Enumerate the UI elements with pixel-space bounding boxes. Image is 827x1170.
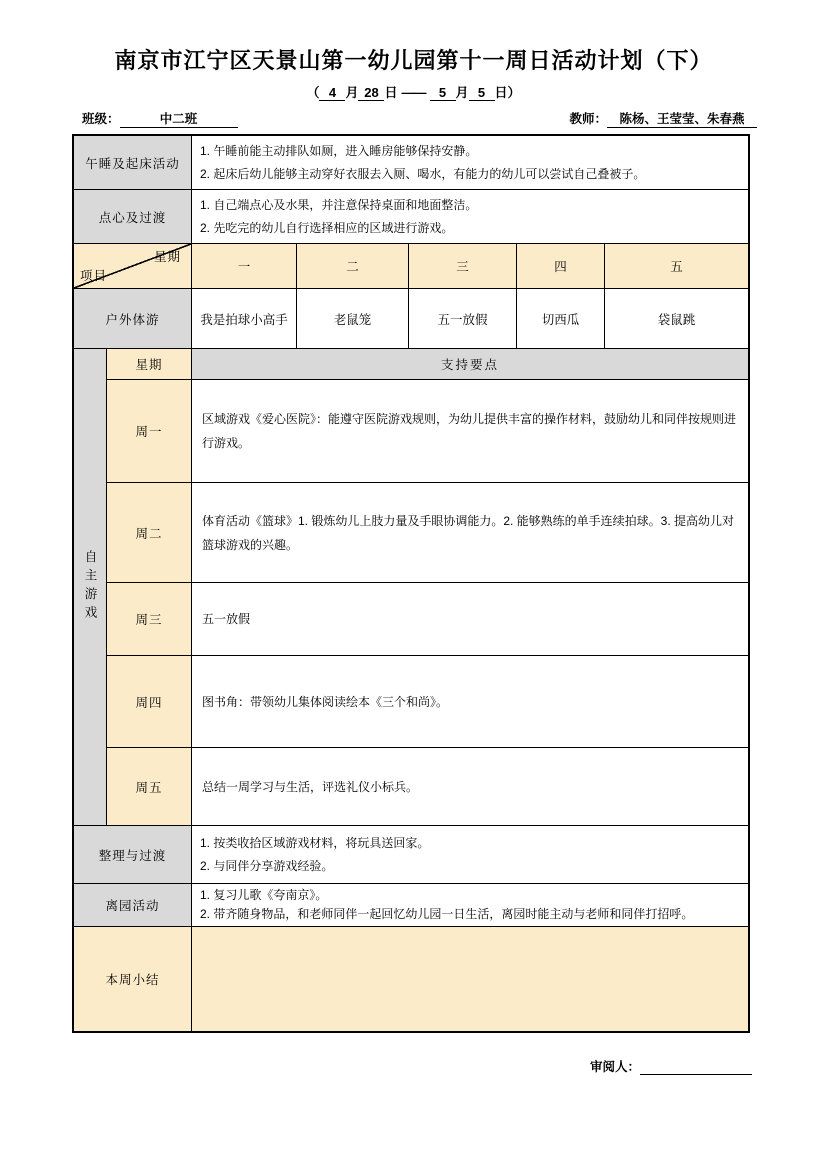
class-value: 中二班 [120,109,238,128]
outdoor-mon: 我是拍球小高手 [192,289,297,348]
cell-line: 1. 午睡前能主动排队如厕，进入睡房能够保持安静。 [200,144,478,159]
outdoor-thu: 切西瓜 [517,289,605,348]
reviewer-line [590,1057,827,1075]
weekday-header-fri: 五 [605,244,748,288]
teacher-field [569,109,757,128]
support-text-friday: 总结一周学习与生活，评选礼仪小标兵。 [202,779,419,794]
day-label-thursday: 周四 [107,656,192,747]
date-open: （ [306,85,320,100]
start-month-value: 4 [319,85,345,101]
cell-line: 1. 按类收拾区域游戏材料，将玩具送回家。 [200,836,430,851]
outdoor-wed: 五一放假 [409,289,517,348]
cell-line: 2. 先吃完的幼儿自行选择相应的区域进行游戏。 [200,220,454,235]
table-row-leaving [74,884,748,927]
weekly-summary-row [74,927,748,1031]
autonomous-row-friday [107,748,748,825]
row-label-outdoor: 户外体游 [74,289,192,348]
section-side-label-cell [74,349,107,825]
support-points-header-row [107,349,748,380]
autonomous-row-monday [107,380,748,483]
day-label-wednesday: 周三 [107,583,192,655]
row-content-nap [192,136,748,189]
table-row-tidyup [74,826,748,884]
weekday-header-mon: 一 [192,244,297,288]
class-label: 班级： [82,112,120,126]
outdoor-fri: 袋鼠跳 [605,289,748,348]
row-content-tidyup [192,826,748,883]
row-content-snack [192,190,748,243]
month-label: 月 [345,85,359,100]
row-content-leaving [192,884,748,926]
class-teacher-line [82,109,757,128]
teacher-label: 教师： [569,112,607,126]
start-day-value: 28 [358,85,384,101]
table-row-snack [74,190,748,244]
subheader-support-label: 支持要点 [192,349,748,379]
end-day-value: 5 [469,85,495,101]
table-row-nap [74,136,748,190]
autonomous-play-section [74,349,748,826]
row-label-snack: 点心及过渡 [74,190,192,243]
teacher-value: 陈杨、王莹莹、朱春燕 [607,109,757,128]
row-label-nap: 午睡及起床活动 [74,136,192,189]
day-label-monday: 周一 [107,380,192,482]
date-dash: —— [401,85,426,100]
diagonal-label-item: 项目 [80,269,108,283]
autonomous-rows [107,349,748,825]
reviewer-signature-blank [640,1061,752,1075]
cell-line: 1. 复习儿歌《夸南京》。 [200,887,328,902]
weekday-header-tue: 二 [297,244,409,288]
cell-line: 2. 与同伴分享游戏经验。 [200,858,334,873]
row-label-leaving: 离园活动 [74,884,192,926]
section-side-label: 自主游戏 [83,550,97,624]
row-label-summary: 本周小结 [74,927,192,1031]
row-content-summary [192,927,748,1031]
day-label-friday: 周五 [107,748,192,825]
cell-line: 2. 起床后幼儿能够主动穿好衣服去入厕、喝水，有能力的幼儿可以尝试自己叠被子。 [200,166,646,181]
weekday-header-thu: 四 [517,244,605,288]
support-text-tuesday: 体育活动《篮球》1. 锻炼幼儿上肢力量及手眼协调能力。2. 能够熟练的单手连续拍球。3. 提高幼儿对篮球游戏的兴趣。 [202,513,735,552]
reviewer-label: 审阅人： [590,1060,641,1074]
support-text-wednesday: 五一放假 [202,612,251,626]
date-close: 日） [494,85,521,100]
autonomous-row-wednesday [107,583,748,656]
activity-plan-table [72,134,750,1033]
support-text-monday: 区域游戏《爱心医院》：能遵守医院游戏规则，为幼儿提供丰富的操作材料，鼓励幼儿和同伴按规则进行游戏。 [202,412,737,450]
date-range [0,82,827,101]
diagonal-label-week: 星期 [153,250,181,264]
autonomous-row-thursday [107,656,748,748]
weekday-header-wed: 三 [409,244,517,288]
day-label: 日 [384,85,398,100]
cell-line: 1. 自己端点心及水果，并注意保持桌面和地面整洁。 [200,198,478,213]
autonomous-row-tuesday [107,483,748,583]
class-field [82,109,238,128]
subheader-week-label: 星期 [107,349,192,379]
outdoor-exercise-row [74,289,748,349]
month-label-2: 月 [455,85,469,100]
day-label-tuesday: 周二 [107,483,192,582]
cell-line: 2. 带齐随身物品，和老师同伴一起回忆幼儿园一日生活，离园时能主动与老师和同伴打招呼。 [200,907,694,921]
support-text-thursday: 图书角：带领幼儿集体阅读绘本《三个和尚》。 [202,694,449,709]
end-month-value: 5 [430,85,456,101]
outdoor-tue: 老鼠笼 [297,289,409,348]
row-label-tidyup: 整理与过渡 [74,826,192,883]
weekday-header-row [74,244,748,289]
page-title: 南京市江宁区天景山第一幼儿园第十一周日活动计划（下） [114,48,713,73]
diagonal-header-cell [74,244,192,288]
